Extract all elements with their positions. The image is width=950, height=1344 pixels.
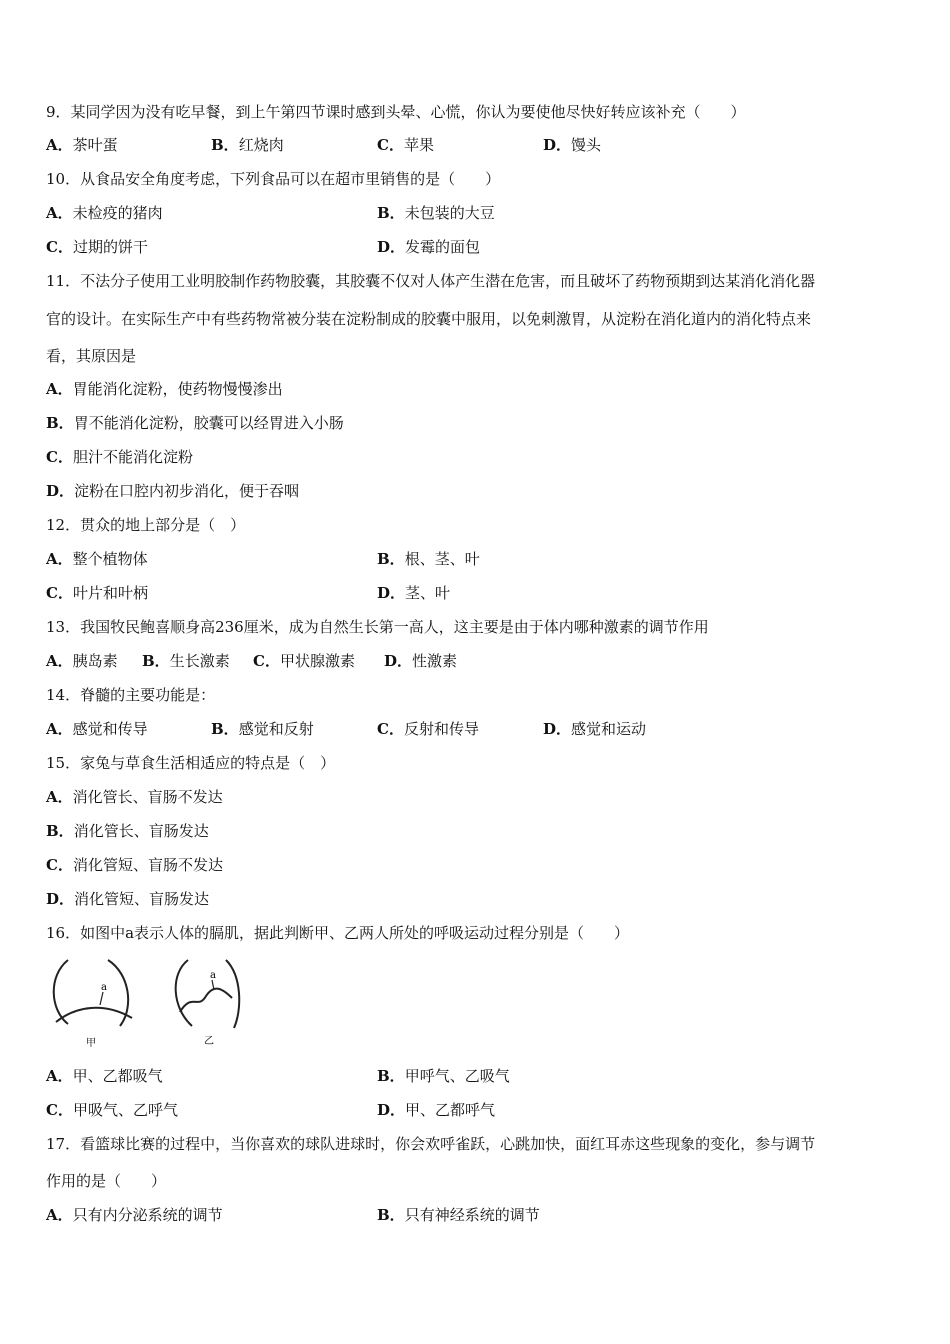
diaphragm-left — [56, 1008, 132, 1022]
option-b[interactable]: B．只有神经系统的调节 — [377, 1206, 540, 1224]
option-d[interactable]: D．发霉的面包 — [377, 238, 481, 256]
question-12-options-row1 — [46, 549, 906, 569]
option-a[interactable]: A．消化管长、盲肠不发达 — [46, 788, 223, 806]
option-c[interactable]: C．过期的饼干 — [46, 238, 148, 256]
question-12-options-row2 — [46, 583, 906, 603]
figure-caption-left: 甲 — [86, 1038, 96, 1049]
option-c[interactable]: C．甲状腺激素 — [253, 652, 355, 670]
option-c[interactable]: C．胆汁不能消化淀粉 — [46, 448, 193, 466]
option-b[interactable]: B．红烧肉 — [211, 136, 284, 154]
option-a[interactable]: A．甲、乙都吸气 — [46, 1067, 163, 1085]
figure-caption-right: 乙 — [204, 1036, 214, 1047]
question-14-stem: 14．脊髓的主要功能是： — [46, 686, 216, 704]
option-d[interactable]: D．感觉和运动 — [543, 720, 647, 738]
question-16-options-row1 — [46, 1066, 906, 1086]
option-a[interactable]: A．感觉和传导 — [46, 720, 148, 738]
question-13-options — [46, 651, 906, 671]
option-b[interactable]: B．根、茎、叶 — [377, 550, 480, 568]
question-17-stem-line2: 作用的是（ ） — [46, 1172, 167, 1190]
option-d[interactable]: D．消化管短、盲肠发达 — [46, 890, 210, 908]
option-b[interactable]: B．胃不能消化淀粉，胶囊可以经胃进入小肠 — [46, 414, 344, 432]
option-d[interactable]: D．性激素 — [384, 652, 458, 670]
question-10-options-row2 — [46, 237, 906, 257]
diaphragm-right — [180, 989, 232, 1012]
question-15-stem: 15．家兔与草食生活相适应的特点是（ ） — [46, 754, 336, 772]
option-d[interactable]: D．甲、乙都呼气 — [377, 1101, 496, 1119]
question-14-options — [46, 719, 906, 739]
option-c[interactable]: C．叶片和叶柄 — [46, 584, 148, 602]
option-a[interactable]: A．胰岛素 — [46, 652, 118, 670]
question-11-stem-line3: 看，其原因是 — [46, 347, 137, 365]
option-a[interactable]: A．未检疫的猪肉 — [46, 204, 163, 222]
question-17-stem-line1: 17．看篮球比赛的过程中，当你喜欢的球队进球时，你会欢呼雀跃，心跳加快，面红耳赤这些现象的变化，参与调节 — [46, 1135, 816, 1153]
option-b[interactable]: B．消化管长、盲肠发达 — [46, 822, 209, 840]
diaphragm-figure — [46, 952, 246, 1052]
option-c[interactable]: C．苹果 — [377, 136, 434, 154]
question-16-stem: 16．如图中a表示人体的膈肌，据此判断甲、乙两人所处的呼吸运动过程分别是（ ） — [46, 924, 630, 942]
option-b[interactable]: B．未包装的大豆 — [377, 204, 495, 222]
question-13-stem: 13．我国牧民鲍喜顺身高236厘米，成为自然生长第一高人，这主要是由于体内哪种激素的调节作用 — [46, 618, 709, 636]
question-9-stem: 9．某同学因为没有吃早餐，到上午第四节课时感到头晕、心慌，你认为要使他尽快好转应该补充（ ） — [46, 103, 746, 121]
figure-label-a-right: a — [210, 970, 216, 981]
figure-label-a-left: a — [101, 982, 107, 993]
question-9-options — [46, 135, 906, 155]
question-17-options — [46, 1205, 906, 1225]
option-c[interactable]: C．反射和传导 — [377, 720, 479, 738]
option-a[interactable]: A．整个植物体 — [46, 550, 148, 568]
option-a[interactable]: A．胃能消化淀粉，使药物慢慢渗出 — [46, 380, 283, 398]
option-d[interactable]: D．馒头 — [543, 136, 602, 154]
option-a[interactable]: A．茶叶蛋 — [46, 136, 118, 154]
option-b[interactable]: B．生长激素 — [142, 652, 230, 670]
question-10-stem: 10．从食品安全角度考虑，下列食品可以在超市里销售的是（ ） — [46, 170, 501, 188]
option-c[interactable]: C．甲吸气、乙呼气 — [46, 1101, 178, 1119]
question-11-stem-line1: 11．不法分子使用工业明胶制作药物胶囊，其胶囊不仅对人体产生潜在危害，而且破坏了药物预期到达某消化消化器 — [46, 272, 816, 290]
question-12-stem: 12．贯众的地上部分是（ ） — [46, 516, 246, 534]
chest-outline-left-right — [108, 960, 128, 1026]
question-10-options-row1 — [46, 203, 906, 223]
chest-outline-right — [176, 960, 192, 1026]
option-d[interactable]: D．淀粉在口腔内初步消化，便于吞咽 — [46, 482, 300, 500]
question-11-stem-line2: 官的设计。在实际生产中有些药物常被分装在淀粉制成的胶囊中服用，以免刺激胃，从淀粉在消化道内的消化特点来 — [46, 310, 812, 328]
option-c[interactable]: C．消化管短、盲肠不发达 — [46, 856, 223, 874]
option-b[interactable]: B．感觉和反射 — [211, 720, 314, 738]
option-a[interactable]: A．只有内分泌系统的调节 — [46, 1206, 223, 1224]
option-b[interactable]: B．甲呼气、乙吸气 — [377, 1067, 510, 1085]
option-d[interactable]: D．茎、叶 — [377, 584, 451, 602]
question-16-options-row2 — [46, 1100, 906, 1120]
